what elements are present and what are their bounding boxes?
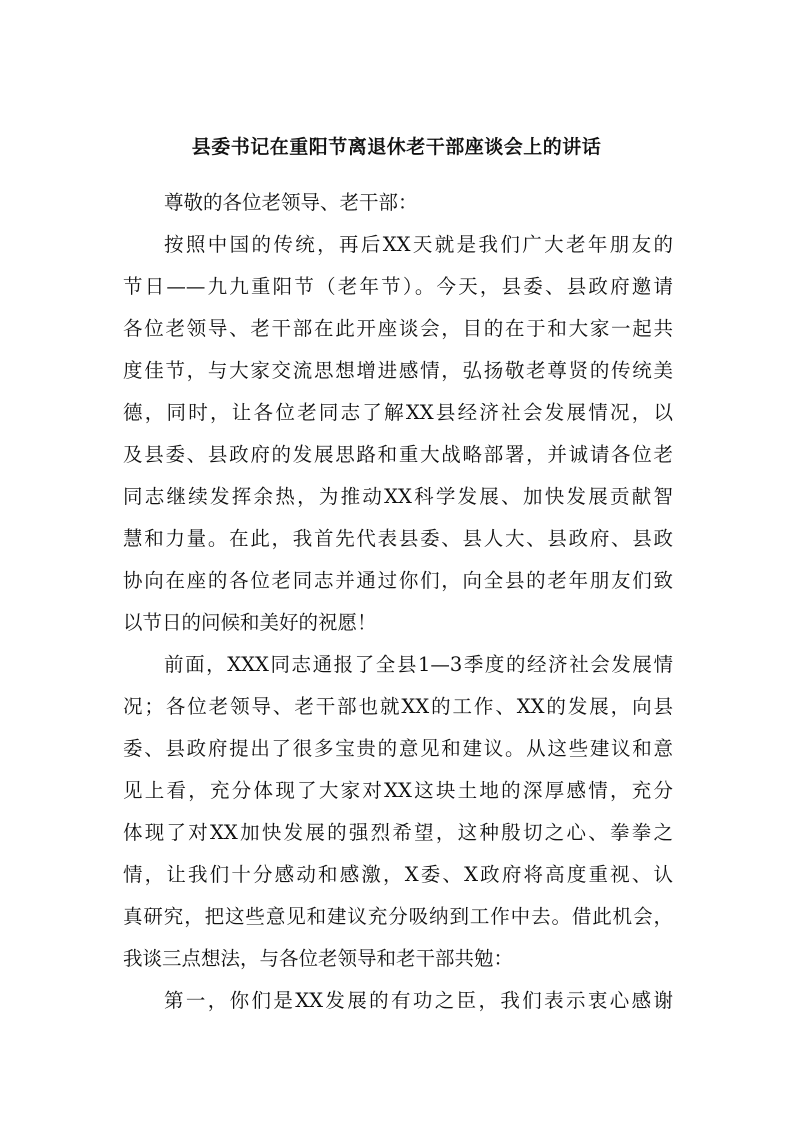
- paragraph-line: 及县委、县政府的发展思路和重大战略部署，并诚请各位老: [123, 443, 673, 466]
- paragraph-line: 体现了对XX加快发展的强烈希望，这种殷切之心、拳拳之: [123, 821, 673, 844]
- paragraph-line: 前面，XXX同志通报了全县1—3季度的经济社会发展情: [164, 653, 673, 676]
- paragraph-line: 同志继续发挥余热，为推动XX科学发展、加快发展贡献智: [123, 485, 673, 508]
- paragraph-line: 度佳节，与大家交流思想增进感情，弘扬敬老尊贤的传统美: [123, 359, 673, 382]
- paragraph-line: 慧和力量。在此，我首先代表县委、县人大、县政府、县政: [123, 527, 673, 550]
- paragraph-line: 真研究，把这些意见和建议充分吸纳到工作中去。借此机会，: [123, 905, 673, 928]
- paragraph-line: 情，让我们十分感动和感激，X委、X政府将高度重视、认: [123, 863, 673, 886]
- paragraph-line: 委、县政府提出了很多宝贵的意见和建议。从这些建议和意: [123, 737, 673, 760]
- paragraph-line: 各位老领导、老干部在此开座谈会，目的在于和大家一起共: [123, 317, 673, 340]
- paragraph-line: 第一，你们是XX发展的有功之臣，我们表示衷心感谢: [164, 989, 673, 1012]
- paragraph-line: 况；各位老领导、老干部也就XX的工作、XX的发展，向县: [123, 695, 673, 718]
- paragraph-line: 见上看，充分体现了大家对XX这块土地的深厚感情，充分: [123, 779, 673, 802]
- paragraph-line: 以节日的问候和美好的祝愿！: [123, 611, 377, 634]
- paragraph-line: 德，同时，让各位老同志了解XX县经济社会发展情况，以: [123, 401, 673, 424]
- salutation: 尊敬的各位老领导、老干部：: [164, 191, 418, 214]
- paragraph-line: 节日——九九重阳节（老年节）。今天，县委、县政府邀请: [123, 275, 673, 298]
- paragraph-line: 协向在座的各位老同志并通过你们，向全县的老年朋友们致: [123, 569, 673, 592]
- document-title: 县委书记在重阳节离退休老干部座谈会上的讲话: [191, 136, 602, 158]
- paragraph-line: 按照中国的传统，再后XX天就是我们广大老年朋友的: [164, 233, 673, 256]
- paragraph-line: 我谈三点想法，与各位老领导和老干部共勉：: [123, 947, 514, 970]
